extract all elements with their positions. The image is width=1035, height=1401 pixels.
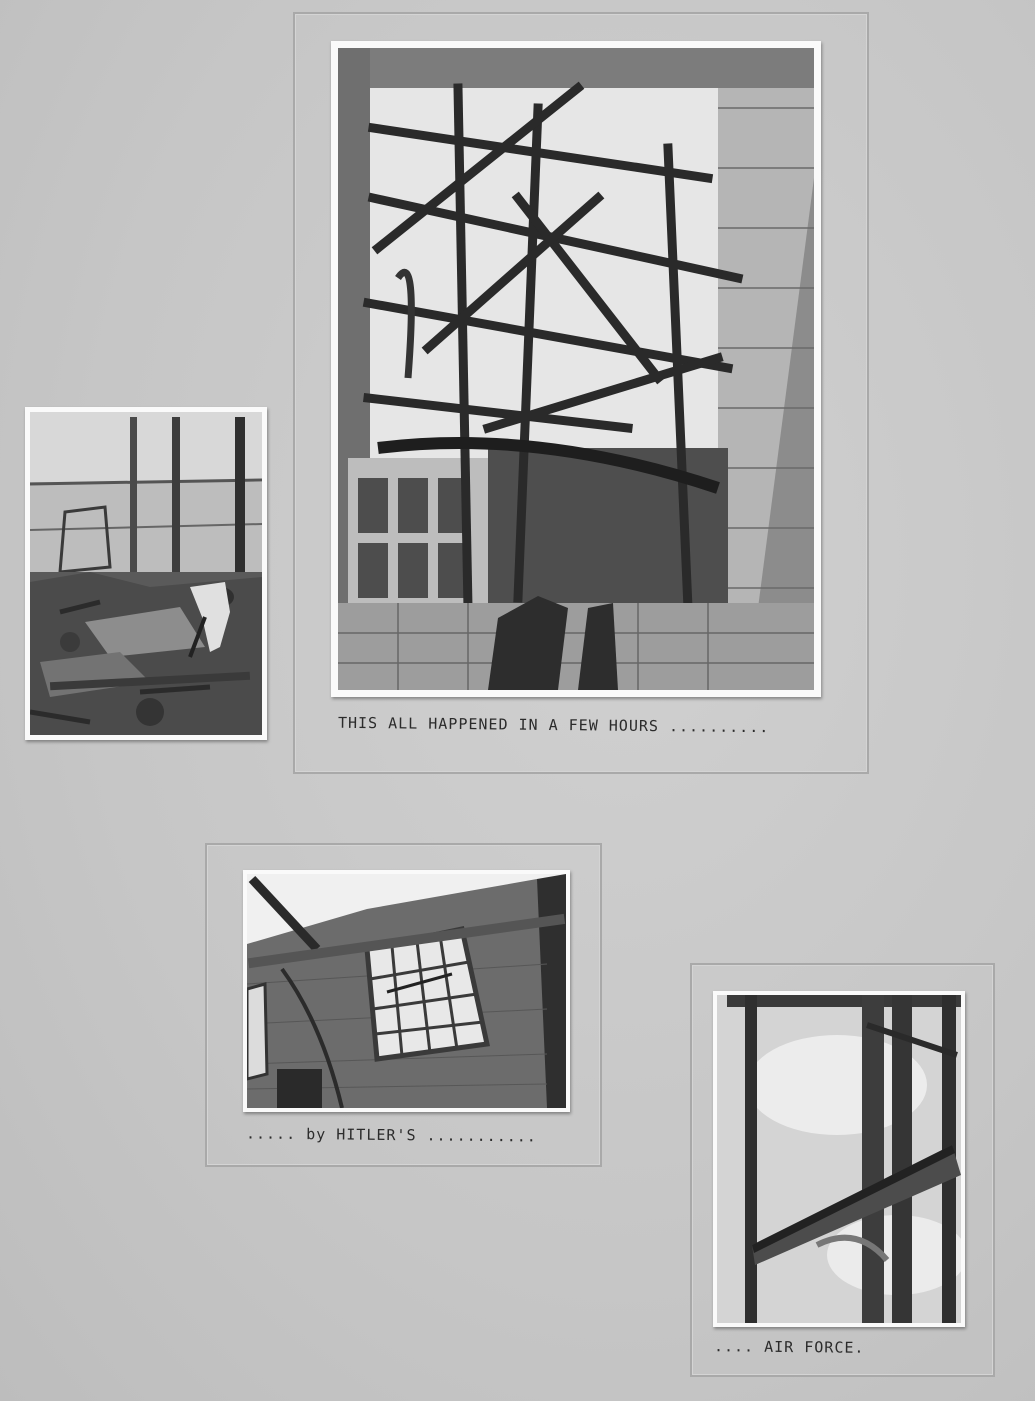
photo-rubble-worker: [25, 407, 267, 740]
photo-bent-girder: [713, 991, 965, 1327]
caption-hitlers: ..... by HITLER'S ...........: [245, 1124, 537, 1146]
caption-few-hours: THIS ALL HAPPENED IN A FEW HOURS ..........: [337, 713, 770, 737]
photo-rubble-worker-image: [30, 412, 262, 735]
photo-bent-girder-image: [717, 995, 961, 1323]
photo-brick-window-image: [247, 874, 566, 1108]
photo-brick-window: [243, 870, 570, 1112]
photo-twisted-girders-image: [338, 48, 814, 690]
caption-air-force: .... AIR FORCE.: [713, 1337, 865, 1357]
photo-twisted-girders: [331, 41, 821, 697]
